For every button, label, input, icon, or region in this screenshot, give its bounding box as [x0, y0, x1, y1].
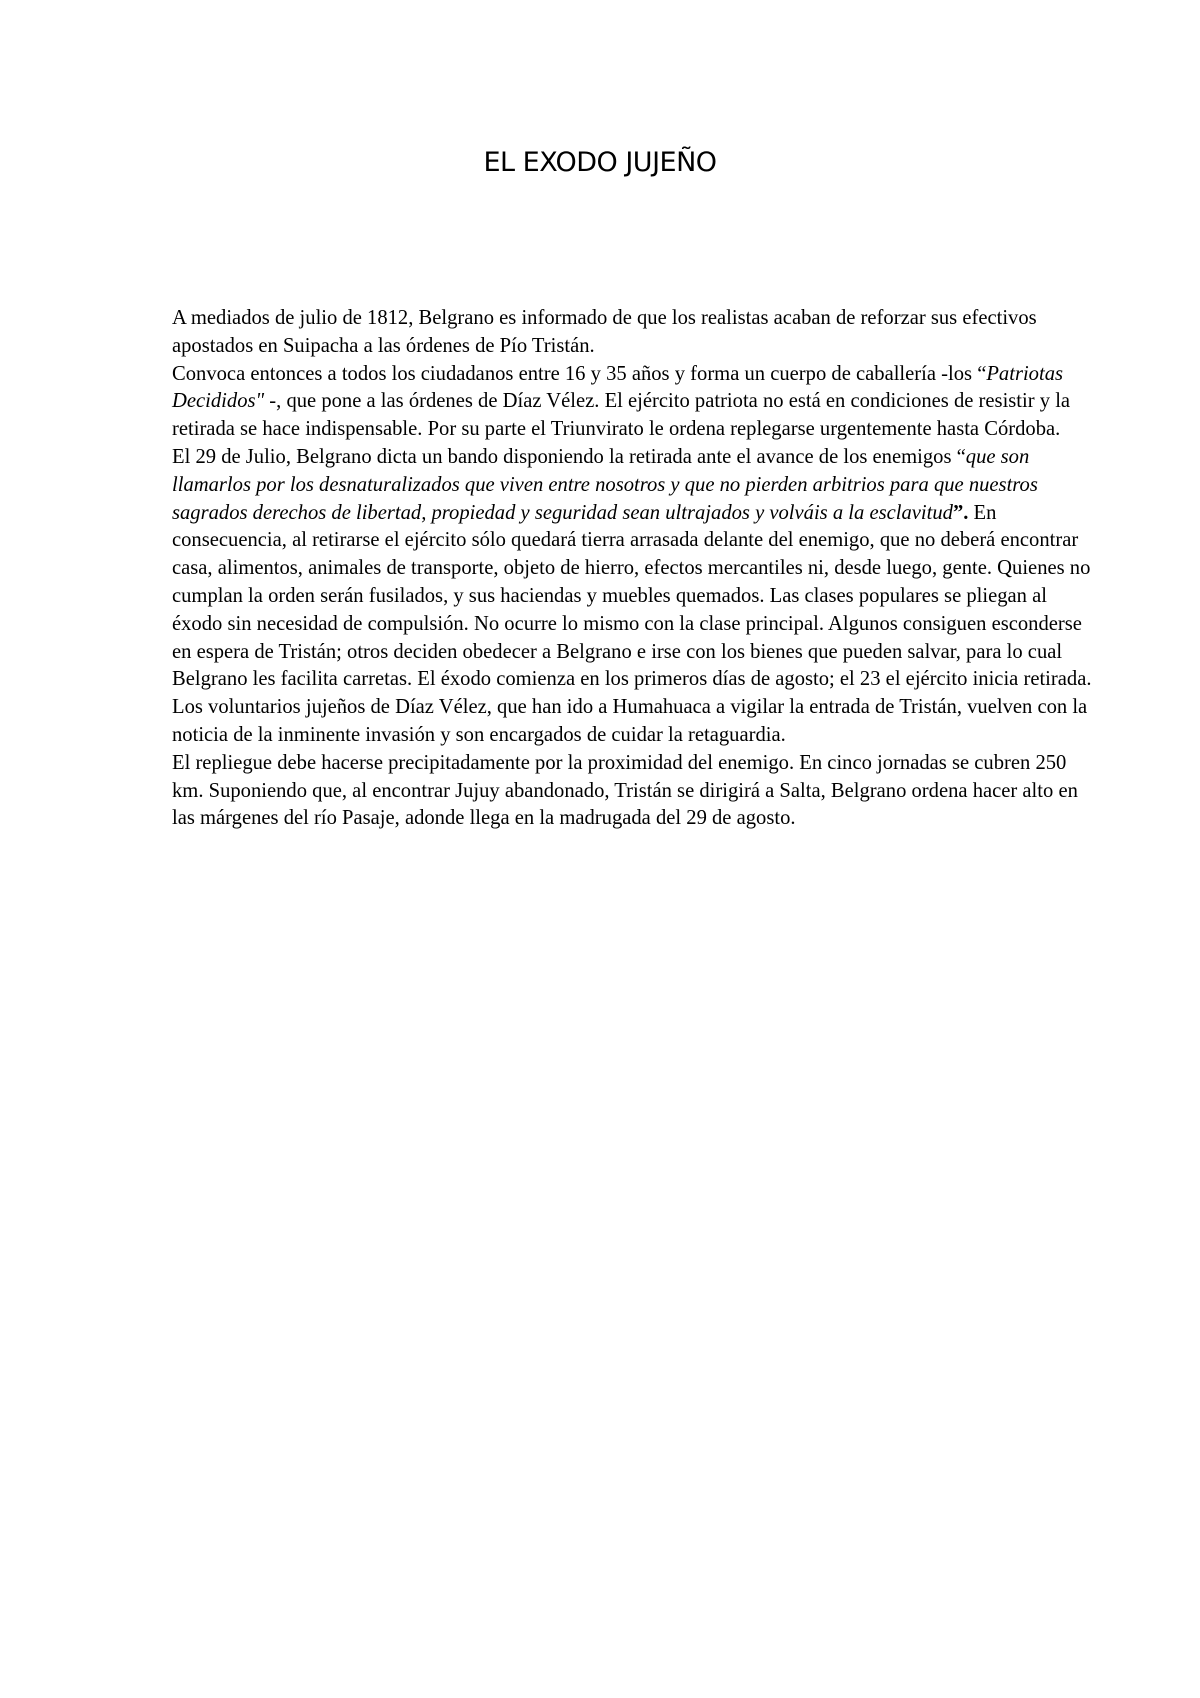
- paragraph-2-text-after: -, que pone a las órdenes de Díaz Vélez. El ejército patriota no está en condiciones de resistir y la retirada se hace indispensable. Por su parte el Triunvirato le ordena replegarse urgentemente hasta Córdoba.: [172, 390, 1071, 441]
- paragraph-3-text-after: En consecuencia, al retirarse el ejército sólo quedará tierra arrasada delante del enemigo, que no deberá encontrar casa, alimentos, animales de transporte, objeto de hierro, efectos mercantiles ni, desde luego, gente. Quienes no cumplan la orden serán fusilados, y sus haciendas y muebles quemados. Las clases populares se pliegan al éxodo sin necesidad de compulsión. No ocurre lo mismo con la clase principal. Algunos consiguen esconderse en espera de Tristán; otros deciden obedecer a Belgrano e irse con los bienes que pueden salvar, para lo cual Belgrano les facilita carretas. El éxodo comienza en los primeros días de agosto; el 23 el ejército inicia retirada. Los voluntarios jujeños de Díaz Vélez, que han ido a Humahuaca a vigilar la entrada de Tristán, vuelven con la noticia de la inminente invasión y son encargados de cuidar la retaguardia.: [172, 501, 1092, 746]
- paragraph-3-closing-quote: ”.: [952, 501, 969, 524]
- paragraph-3-text-before: El 29 de Julio, Belgrano dicta un bando disponiendo la retirada ante el avance de los enemigos “: [172, 445, 966, 468]
- paragraph-3: [172, 444, 1092, 750]
- paragraph-1: A mediados de julio de 1812, Belgrano es informado de que los realistas acaban de reforzar sus efectivos apostados en Suipacha a las órdenes de Pío Tristán.: [172, 307, 1037, 357]
- page-title: EL EXODO JUJEÑO: [483, 147, 717, 178]
- paragraph-4: El repliegue debe hacerse precipitadamente por la proximidad del enemigo. En cinco jornadas se cubren 250 km. Suponiendo que, al encontrar Jujuy abandonado, Tristán se dirigirá a Salta, Belgrano ordena hacer alto en las márgenes del río Pasaje, adonde llega en la madrugada del 29 de agosto.: [172, 751, 1078, 830]
- paragraph-2-italic-text: Patriotas Decididos": [172, 362, 1064, 413]
- document-body: [172, 305, 1092, 833]
- paragraph-2: [172, 361, 1092, 444]
- paragraph-2-text-before: Convoca entonces a todos los ciudadanos entre 16 y 35 años y forma un cuerpo de caballería -los “: [172, 362, 987, 385]
- paragraph-3-quote: que son llamarlos por los desnaturalizados que viven entre nosotros y que no pierden arbitrios para que nuestros sagrados derechos de libertad, propiedad y seguridad sean ultrajados y volváis a la esclavitud: [172, 445, 1038, 524]
